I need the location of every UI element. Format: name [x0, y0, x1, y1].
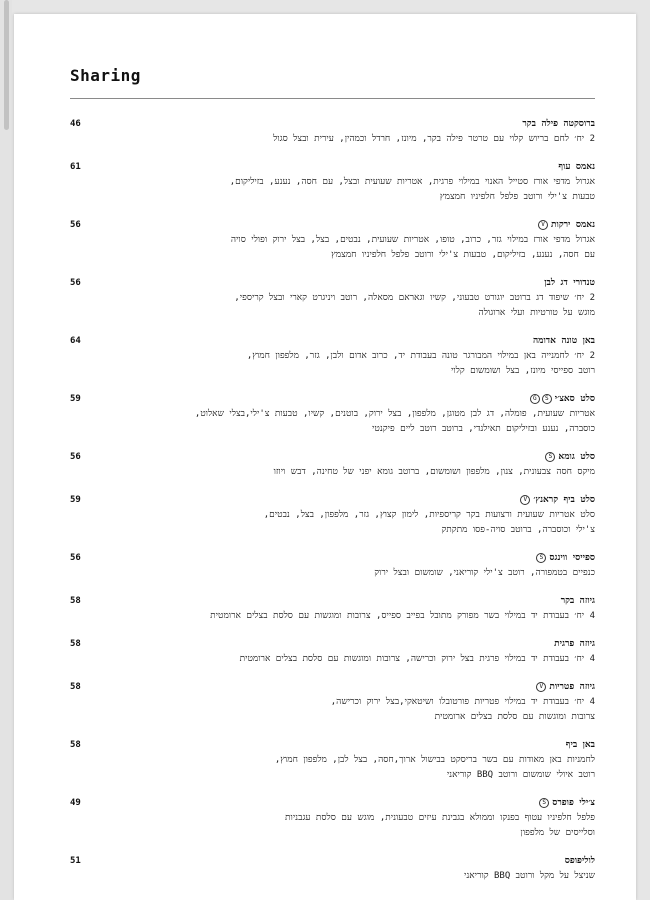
menu-item-description: כוסברה, נענע ובזיליקום תאילנדי, ברוטב רוטב ליים פיקנטי — [372, 424, 595, 434]
menu-item-description: כנפיים בטמפורה, רוטב צ'ילי קוריאני, שומשום ובצל ירוק — [374, 568, 595, 578]
menu-item-price: 49 — [70, 798, 81, 808]
menu-item — [70, 217, 595, 263]
menu-item-price: 56 — [70, 278, 81, 288]
dietary-badge-icon: S — [545, 452, 555, 462]
menu-item-header — [70, 795, 595, 811]
dietary-badge-icon: V — [536, 682, 546, 692]
dietary-badges — [528, 391, 552, 407]
menu-item-name: ברוסקטה פילה בקר — [522, 119, 595, 129]
dietary-badges — [543, 449, 555, 465]
menu-item-description: עם חסה, נענע, בזיליקום, טבעות צ'ילי ורוטב פלפל חלפיניו חמצמץ — [331, 250, 595, 260]
menu-item-header — [70, 275, 595, 291]
menu-item-header — [70, 679, 595, 695]
dietary-badge-icon: S — [542, 394, 552, 404]
menu-item-description: 4 יח׳ בעבודת יד במילוי פטריות פורטובלו ושיטאקי,בצל ירוק וכרישה, — [330, 697, 595, 707]
menu-item-description: צ'ילי וכוסברה, ברוטב סויה-פסו מתקתק — [441, 525, 595, 535]
menu-item-name: טנדורי דג לבן — [544, 278, 595, 288]
menu-item-price: 59 — [70, 495, 81, 505]
menu-item — [70, 550, 595, 581]
section-title: Sharing — [70, 66, 141, 85]
dietary-badge-icon: S — [539, 798, 549, 808]
menu-item-name: גיוזה בקר — [560, 596, 595, 606]
menu-item-price: 61 — [70, 162, 81, 172]
menu-item-price: 58 — [70, 596, 81, 606]
menu-item-name: סלט גומא — [558, 452, 595, 462]
menu-item — [70, 795, 595, 841]
menu-item-price: 58 — [70, 682, 81, 692]
menu-item — [70, 333, 595, 379]
menu-item-name: נאמס ירקות — [551, 220, 595, 230]
menu-item-description: טבעות צ'ילי ורוטב פלפל חלפיניו חמצמץ — [439, 192, 595, 202]
menu-page — [14, 14, 636, 900]
menu-item-name: צ׳ילי פופרס — [552, 798, 595, 808]
menu-item-header — [70, 116, 595, 132]
scrollbar-thumb[interactable] — [4, 0, 9, 130]
menu-item-description: שניצל על מקל ורוטב BBQ קוריאני — [463, 871, 595, 881]
dietary-badges — [534, 550, 546, 566]
menu-item-price: 64 — [70, 336, 81, 346]
dietary-badges — [536, 217, 548, 233]
menu-item — [70, 679, 595, 725]
menu-item-description: צרובות ומוגשות עם סלסת בצלים ארומטית — [434, 712, 595, 722]
menu-item — [70, 492, 595, 538]
scrollbar-track[interactable] — [0, 0, 12, 900]
menu-item — [70, 159, 595, 205]
menu-item-price: 58 — [70, 639, 81, 649]
menu-item-description: אגרול מדפי אורז במילוי גזר, כרוב, טופו, אטריות שעועית, נבטים, בצל, בצל ירוק ופולי סויה — [230, 235, 595, 245]
title-divider — [70, 98, 595, 99]
menu-item — [70, 737, 595, 783]
menu-item-name: באן טונה אדומה — [532, 336, 595, 346]
menu-item-header — [70, 449, 595, 465]
menu-item — [70, 593, 595, 624]
dietary-badges — [518, 492, 530, 508]
dietary-badges — [534, 679, 546, 695]
dietary-badges — [537, 795, 549, 811]
menu-item — [70, 116, 595, 147]
menu-item-header — [70, 391, 595, 407]
menu-item-name: סלט ביף קראנץ׳ — [533, 495, 595, 505]
menu-item-price: 56 — [70, 452, 81, 462]
menu-item-price: 59 — [70, 394, 81, 404]
menu-list — [70, 116, 595, 896]
menu-item-description: וסלייסים של מלפפון — [520, 828, 595, 838]
menu-item-price: 56 — [70, 220, 81, 230]
menu-item-header — [70, 737, 595, 753]
menu-item-header — [70, 333, 595, 349]
menu-item — [70, 853, 595, 884]
menu-item-description: אטריות שעועית, פומלה, דג לבן מטוגן, מלפפון, בצל ירוק, בוטנים, קשיו, טבעות צ'ילי,בצלי שאלוט, — [194, 409, 595, 419]
menu-item-price: 58 — [70, 740, 81, 750]
dietary-badge-icon: G — [530, 394, 540, 404]
menu-item — [70, 636, 595, 667]
menu-item-name: גיוזה פרגית — [554, 639, 595, 649]
menu-item-description: לחמניות באן מאודות עם בשר בריסקט בבישול ארוך,חסה, בצל לבן, מלפפון חמוץ, — [274, 755, 595, 765]
menu-item-header — [70, 593, 595, 609]
menu-item-description: סלט אטריות שעועית ורצועות בקר קריספיות, לימון קצוץ, גזר, מלפפון, בצל, נבטים, — [263, 510, 595, 520]
menu-item-description: מוגש על טורטיות ועלי ארוגולה — [478, 308, 595, 318]
menu-item-price: 51 — [70, 856, 81, 866]
menu-item-header — [70, 550, 595, 566]
menu-item-price: 46 — [70, 119, 81, 129]
menu-item-description: פלפל חלפיניו עטוף בפנקו וממולא בגבינת עיזים טבעונית, מוגש עם סלסת עגבניות — [285, 813, 595, 823]
menu-item-description: 4 יח׳ בעבודת יד במילוי בשר מפורק מתובל בפייב ספייס, צרובות ומוגשות עם סלסת בצלים ארומטית — [210, 611, 595, 621]
menu-item-description: רוטב איולי שומשום ורוטב BBQ קוריאני — [446, 770, 595, 780]
menu-item-name: סלט סאצ׳י — [554, 394, 595, 404]
menu-item-price: 56 — [70, 553, 81, 563]
dietary-badge-icon: V — [520, 495, 530, 505]
menu-item-description: רוטב ספייסי מיונז, בצל ושומשום קלוי — [450, 366, 595, 376]
dietary-badge-icon: S — [536, 553, 546, 563]
menu-item-description: 4 יח׳ בעבודת יד במילוי פרגית בצל ירוק וכרישה, צרובות ומוגשות עם סלסת בצלים ארומטית — [239, 654, 595, 664]
menu-item — [70, 449, 595, 480]
menu-item-name: באן ביף — [565, 740, 595, 750]
menu-item — [70, 391, 595, 437]
menu-item-name: ספייסי ווינגס — [549, 553, 595, 563]
menu-item-description: 2 יח׳ שיפוד דג ברוטב יוגורט טבעוני, קשיו וגאראם מסאלה, רוטב ויניגרט קארי ובצל קריספי, — [234, 293, 595, 303]
menu-item-name: גיוזה פטריות — [549, 682, 595, 692]
menu-item-header — [70, 159, 595, 175]
menu-item-name: לוליפופס — [564, 856, 595, 866]
dietary-badge-icon: V — [538, 220, 548, 230]
menu-item-description: 2 יח׳ לחמנייה באן במילוי המבורגר טונה בעבודת יד, כרוב אדום ולבן, גזר, מלפפון חמוץ, — [246, 351, 595, 361]
menu-item-description: מיקס חסה צבעונית, צנון, מלפפון ושומשום, ברוטב גומא יפני של טחינה, דבש ויוזו — [273, 467, 595, 477]
menu-item-header — [70, 492, 595, 508]
menu-item-description: 2 יח׳ לחם בריוש קלוי עם טרטר פילה בקר, מיונז, חרדל וכמהין, עירית ובצל סגול — [273, 134, 595, 144]
menu-item — [70, 275, 595, 321]
menu-item-name: נאמס עוף — [558, 162, 595, 172]
menu-item-description: אגרול מדפי אורז סטייל האנוי במילוי פרגית, אטריות שעועית ובצל, עם חסה, נענע, בזיליקום, — [229, 177, 595, 187]
menu-item-header — [70, 217, 595, 233]
menu-item-header — [70, 636, 595, 652]
menu-item-header — [70, 853, 595, 869]
